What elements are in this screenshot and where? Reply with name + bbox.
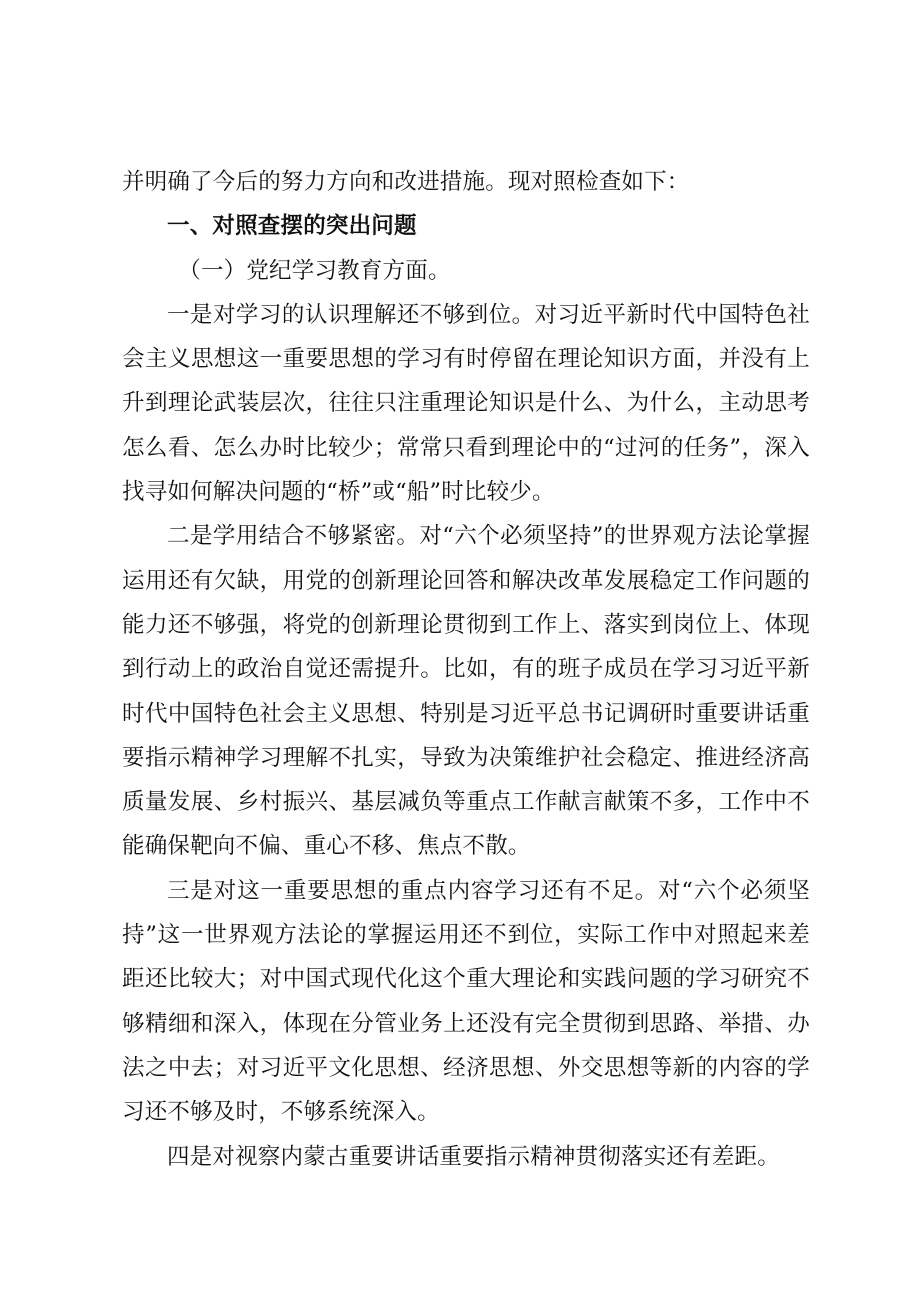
document-body (122, 160, 810, 1179)
paragraph-2: 二是学用结合不够紧密。对“六个必须坚持”的世界观方法论掌握运用还有欠缺，用党的创新理论回答和解决改革发展稳定工作问题的能力还不够强，将党的创新理论贯彻到工作上、落实到岗位上、体现到行动上的政治自觉还需提升。比如，有的班子成员在学习习近平新时代中国特色社会主义思想、特别是习近平总书记调研时重要讲话重要指示精神学习理解不扎实，导致为决策维护社会稳定、推进经济高质量发展、乡村振兴、基层减负等重点工作献言献策不多，工作中不能确保靶向不偏、重心不移、焦点不散。 (122, 523, 810, 860)
paragraph-4: 四是对视察内蒙古重要讲话重要指示精神贯彻落实还有差距。 (167, 1143, 780, 1170)
paragraph-3: 三是对这一重要思想的重点内容学习还有不足。对“六个必须坚持”这一世界观方法论的掌握运用还不到位，实际工作中对照起来差距还比较大；对中国式现代化这个重大理论和实践问题的学习研究不够精细和深入，体现在分管业务上还没有完全贯彻到思路、举措、办法之中去；对习近平文化思想、经济思想、外交思想等新的内容的学习还不够及时，不够系统深入。 (122, 877, 810, 1126)
paragraph-1: 一是对学习的认识理解还不够到位。对习近平新时代中国特色社会主义思想这一重要思想的学习有时停留在理论知识方面，并没有上升到理论武装层次，往往只注重理论知识是什么、为什么，主动思考怎么看、怎么办时比较少；常常只看到理论中的“过河的任务”，深入找寻如何解决问题的“桥”或“船”时比较少。 (122, 301, 810, 506)
section-heading: 一、对照查摆的突出问题 (167, 213, 417, 240)
intro-line: 并明确了今后的努力方向和改进措施。现对照检查如下： (122, 169, 690, 195)
subsection-heading: （一）党纪学习教育方面。 (178, 257, 451, 284)
